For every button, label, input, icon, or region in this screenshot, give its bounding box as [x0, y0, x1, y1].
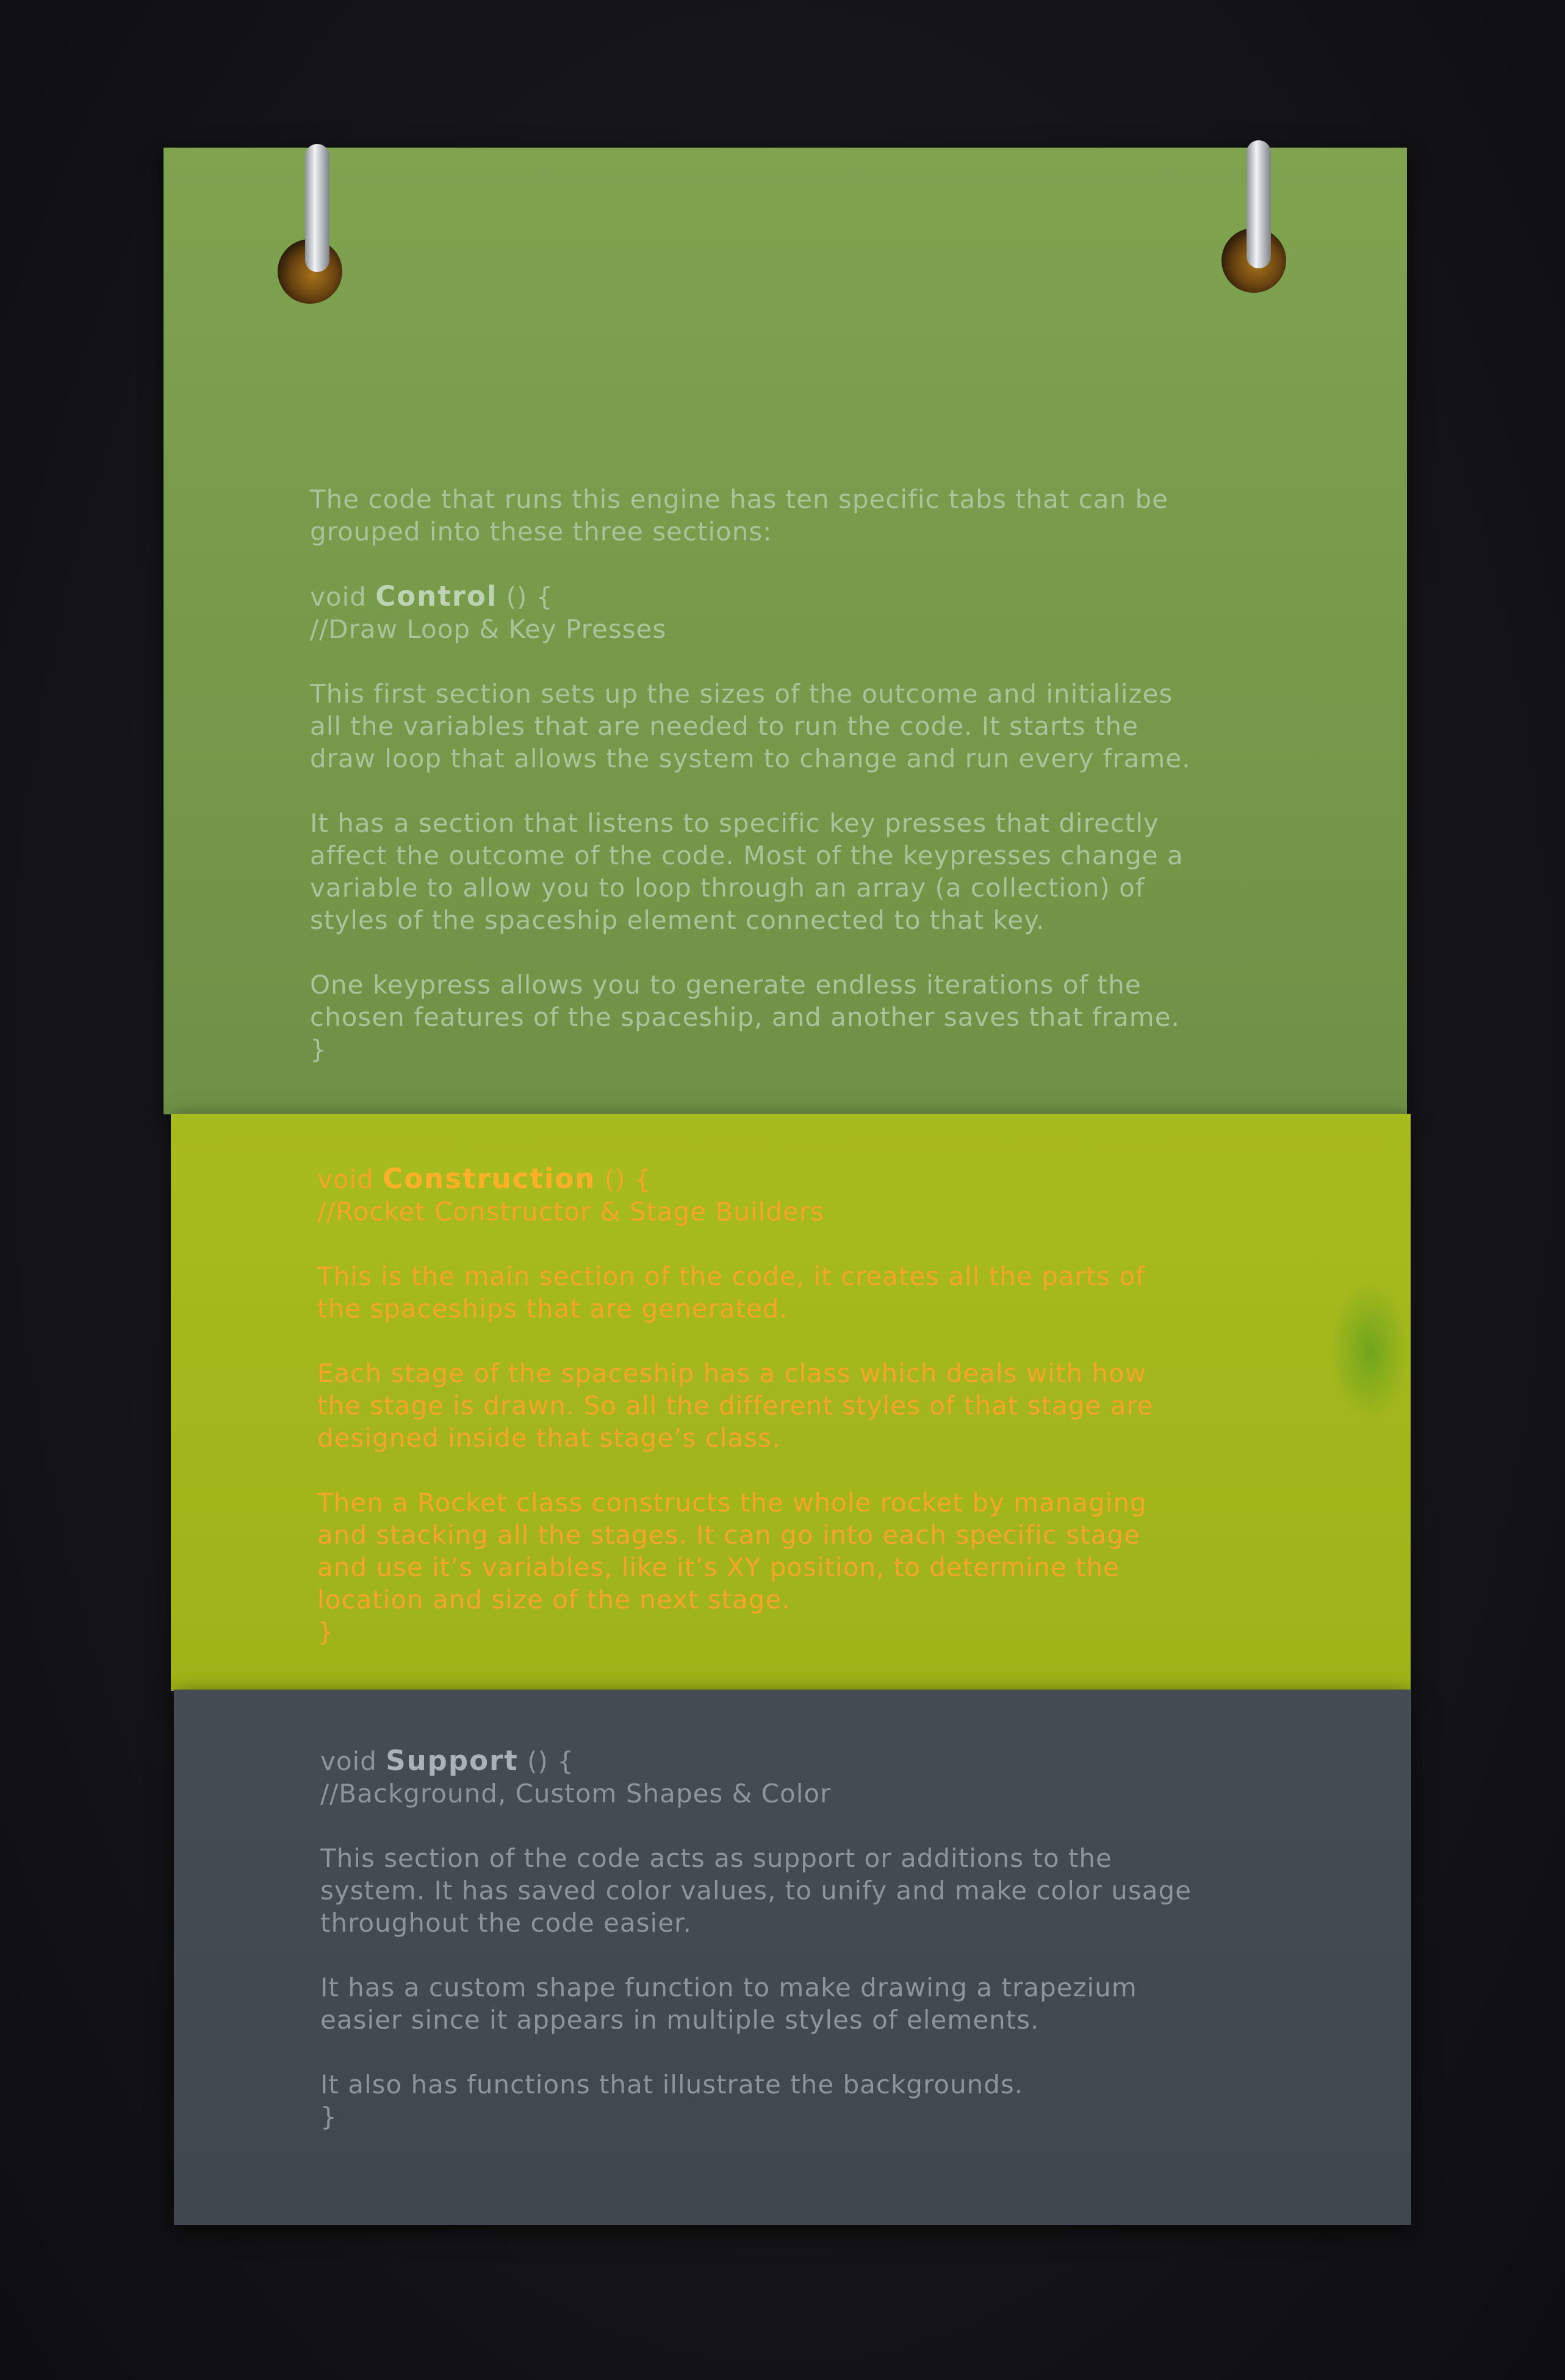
spacer	[317, 1228, 1306, 1260]
body-line: styles of the spaceship element connected to that key.	[310, 905, 1045, 935]
spacer	[320, 2036, 1309, 2068]
body-line: Then a Rocket class constructs the whole rocket by managing	[317, 1488, 1147, 1518]
binder-ring-left	[305, 144, 329, 272]
function-signature	[320, 1744, 1309, 1777]
body-line: location and size of the next stage.	[317, 1585, 791, 1615]
body-line: affect the outcome of the code. Most of the keypresses change a	[310, 841, 1184, 870]
signature-suffix: () {	[518, 1746, 574, 1776]
body-line: It has a section that listens to specific key presses that directly	[310, 808, 1159, 838]
binder-ring-right	[1247, 140, 1271, 268]
function-name: Control	[375, 580, 498, 612]
support-panel	[174, 1690, 1411, 2225]
signature-prefix: void	[317, 1164, 383, 1194]
intro-line: grouped into these three sections:	[310, 517, 772, 547]
body-line: the spaceships that are generated.	[317, 1294, 788, 1324]
body-line: It has a custom shape function to make drawing a trapezium	[320, 1973, 1137, 2002]
control-panel	[164, 148, 1407, 1114]
spacer	[310, 775, 1298, 807]
closing-brace: }	[310, 1034, 327, 1064]
spacer	[310, 936, 1298, 969]
control-copy	[310, 483, 1298, 1066]
body-line: chosen features of the spaceship, and another saves that frame.	[310, 1002, 1180, 1032]
code-comment: //Background, Custom Shapes & Color	[320, 1779, 832, 1808]
body-line: and stacking all the stages. It can go into each specific stage	[317, 1520, 1140, 1550]
signature-prefix: void	[320, 1746, 386, 1776]
function-signature	[317, 1163, 1306, 1195]
spacer	[310, 548, 1298, 580]
closing-brace: }	[320, 2102, 337, 2132]
body-line: Each stage of the spaceship has a class which deals with how	[317, 1358, 1147, 1388]
signature-prefix: void	[310, 582, 376, 612]
spacer	[310, 645, 1298, 678]
green-light-reflection	[1330, 1281, 1409, 1421]
body-line: One keypress allows you to generate endless iterations of the	[310, 970, 1142, 1000]
function-name: Construction	[383, 1163, 596, 1195]
body-line: throughout the code easier.	[320, 1908, 692, 1938]
code-comment: //Draw Loop & Key Presses	[310, 614, 667, 644]
signature-suffix: () {	[497, 582, 553, 612]
body-line: and use it’s variables, like it’s XY position, to determine the	[317, 1552, 1120, 1582]
body-line: system. It has saved color values, to unify and make color usage	[320, 1876, 1192, 1905]
support-copy	[320, 1744, 1309, 2133]
spacer	[317, 1454, 1306, 1486]
body-line: easier since it appears in multiple styles of elements.	[320, 2005, 1040, 2035]
body-line: all the variables that are needed to run the code. It starts the	[310, 711, 1139, 741]
body-line: This is the main section of the code, it creates all the parts of	[317, 1261, 1145, 1291]
body-line: This first section sets up the sizes of the outcome and initializes	[310, 679, 1173, 709]
body-line: draw loop that allows the system to change and run every frame.	[310, 744, 1191, 773]
body-line: designed inside that stage’s class.	[317, 1423, 781, 1453]
closing-brace: }	[317, 1617, 334, 1647]
intro-line: The code that runs this engine has ten specific tabs that can be	[310, 484, 1169, 514]
body-line: the stage is drawn. So all the different styles of that stage are	[317, 1391, 1154, 1421]
function-signature	[310, 580, 1298, 613]
body-line: It also has functions that illustrate the backgrounds.	[320, 2070, 1024, 2099]
signature-suffix: () {	[595, 1164, 652, 1194]
construction-panel	[171, 1114, 1411, 1691]
spacer	[320, 1810, 1309, 1842]
body-line: variable to allow you to loop through an array (a collection) of	[310, 873, 1145, 903]
spacer	[317, 1325, 1306, 1357]
function-name: Support	[386, 1744, 519, 1777]
code-comment: //Rocket Constructor & Stage Builders	[317, 1197, 824, 1227]
body-line: This section of the code acts as support or additions to the	[320, 1843, 1112, 1873]
spacer	[320, 1939, 1309, 1971]
construction-copy	[317, 1163, 1306, 1648]
